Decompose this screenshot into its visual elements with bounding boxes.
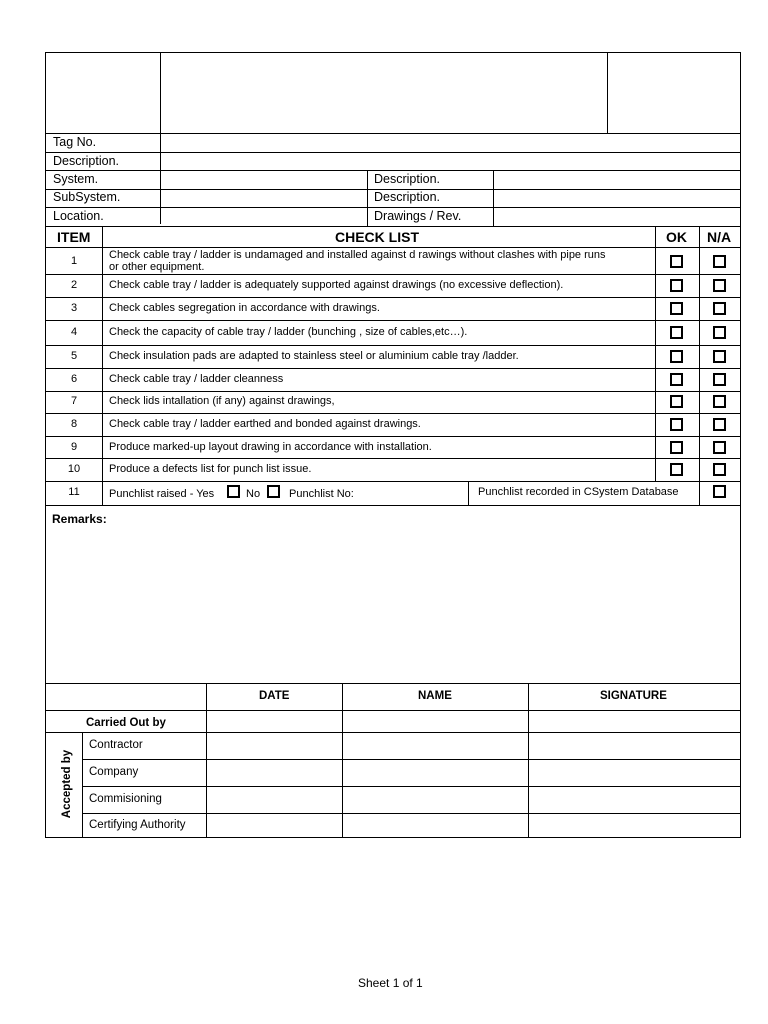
row11-divider [468,481,469,505]
row-text: Check cable tray / ladder cleanness [109,373,284,385]
date-col-divider [206,683,207,838]
title-bottom-line [45,133,741,134]
row-text: Produce marked-up layout drawing in accordance with installation. [109,441,432,453]
party-line [82,759,741,760]
punchlist-recorded-checkbox[interactable] [713,485,726,498]
punchlist-number-label: Punchlist No: [289,488,354,500]
sheet-footer: Sheet 1 of 1 [358,976,423,990]
title-divider-left [160,52,161,224]
na-checkbox[interactable] [713,441,726,454]
signature-col-header: SIGNATURE [600,690,667,702]
row-text: Check the capacity of cable tray / ladder (bunching , size of cables,etc…). [109,326,468,338]
row-text: Produce a defects list for punch list issue. [109,463,312,475]
na-checkbox[interactable] [713,326,726,339]
row-line [45,505,741,506]
punchlist-raised-yes-label: Punchlist raised - Yes [109,488,215,500]
signature-top-line [45,683,741,684]
punchlist-yes-checkbox[interactable] [227,485,240,498]
na-checkbox[interactable] [713,279,726,292]
row-text: Check cables segregation in accordance with drawings. [109,302,380,314]
location-label: Location. [53,209,104,223]
na-checkbox[interactable] [713,463,726,476]
contractor-label: Contractor [89,739,143,751]
description-label: Description. [53,154,119,168]
tag-no-label: Tag No. [53,135,97,149]
system-description-label: Description. [374,172,440,186]
signature-col-divider [528,683,529,838]
remarks-label: Remarks: [52,512,107,526]
row-text: Check cable tray / ladder earthed and bonded against drawings. [109,418,421,430]
row-text: Check insulation pads are adapted to stainless steel or aluminium cable tray /ladder. [109,350,519,362]
row-line [45,274,741,275]
drawings-rev-label: Drawings / Rev. [374,209,462,223]
row-number: 11 [68,486,80,498]
field-line [45,207,741,208]
ok-checkbox[interactable] [670,279,683,292]
name-col-divider [342,683,343,838]
system-label: System. [53,172,99,186]
row-text-continued: or other equipment. [109,261,205,273]
remarks-area[interactable] [47,527,739,681]
row-line [45,391,741,392]
na-col-header: N/A [707,229,732,245]
row-line [45,481,741,482]
ok-checkbox[interactable] [670,463,683,476]
signature-header-line [45,710,741,711]
item-col-divider [102,226,103,505]
carried-out-line [45,732,741,733]
row-number: 6 [70,373,78,385]
punchlist-recorded-label: Punchlist recorded in CSystem Database [478,486,679,498]
ok-checkbox[interactable] [670,441,683,454]
field-divider [367,170,368,226]
row-text: Check cable tray / ladder is undamaged and installed against d rawings without clashes with pipe runs [109,249,606,261]
accepted-by-divider [82,732,83,838]
ok-checkbox[interactable] [670,302,683,315]
field-line [45,226,741,227]
checklist-col-header: CHECK LIST [335,229,419,245]
certifying-authority-label: Certifying Authority [89,819,186,831]
row-number: 1 [70,255,78,267]
row-line [45,413,741,414]
row-number: 4 [70,326,78,338]
row-text: Check lids intallation (if any) against drawings, [109,395,335,407]
row-number: 2 [70,279,78,291]
row-number: 7 [70,395,78,407]
party-line [82,813,741,814]
row-line [45,320,741,321]
row-line [45,368,741,369]
ok-col-divider [655,226,656,482]
row-number: 8 [70,418,78,430]
row-line [45,297,741,298]
field-divider [493,170,494,226]
row-number: 3 [70,302,78,314]
punchlist-no-checkbox[interactable] [267,485,280,498]
na-checkbox[interactable] [713,418,726,431]
subsystem-label: SubSystem. [53,190,121,204]
ok-checkbox[interactable] [670,395,683,408]
row-number: 10 [67,463,81,475]
accepted-by-label: Accepted by [61,749,73,819]
ok-checkbox[interactable] [670,350,683,363]
field-line [45,152,741,153]
na-checkbox[interactable] [713,255,726,268]
row-line [45,345,741,346]
row-number: 9 [70,441,78,453]
ok-checkbox[interactable] [670,373,683,386]
carried-out-by-label: Carried Out by [86,717,166,729]
ok-col-header: OK [666,229,687,245]
punchlist-no-label: No [246,488,261,500]
party-line [82,786,741,787]
row-line [45,458,741,459]
ok-checkbox[interactable] [670,326,683,339]
ok-checkbox[interactable] [670,255,683,268]
row-line [45,436,741,437]
company-label: Company [89,766,139,778]
na-checkbox[interactable] [713,395,726,408]
row-text: Check cable tray / ladder is adequately supported against drawings (no excessive deflection). [109,279,564,291]
na-checkbox[interactable] [713,350,726,363]
na-col-divider [699,226,700,505]
date-col-header: DATE [259,690,290,702]
name-col-header: NAME [418,690,452,702]
item-col-header: ITEM [57,229,91,245]
na-checkbox[interactable] [713,302,726,315]
checklist-header-line [45,247,741,248]
title-divider-right [607,52,608,133]
subsystem-description-label: Description. [374,190,440,204]
ok-checkbox[interactable] [670,418,683,431]
row-number: 5 [70,350,78,362]
field-line [45,170,741,171]
na-checkbox[interactable] [713,373,726,386]
commissioning-label: Commisioning [89,793,162,805]
